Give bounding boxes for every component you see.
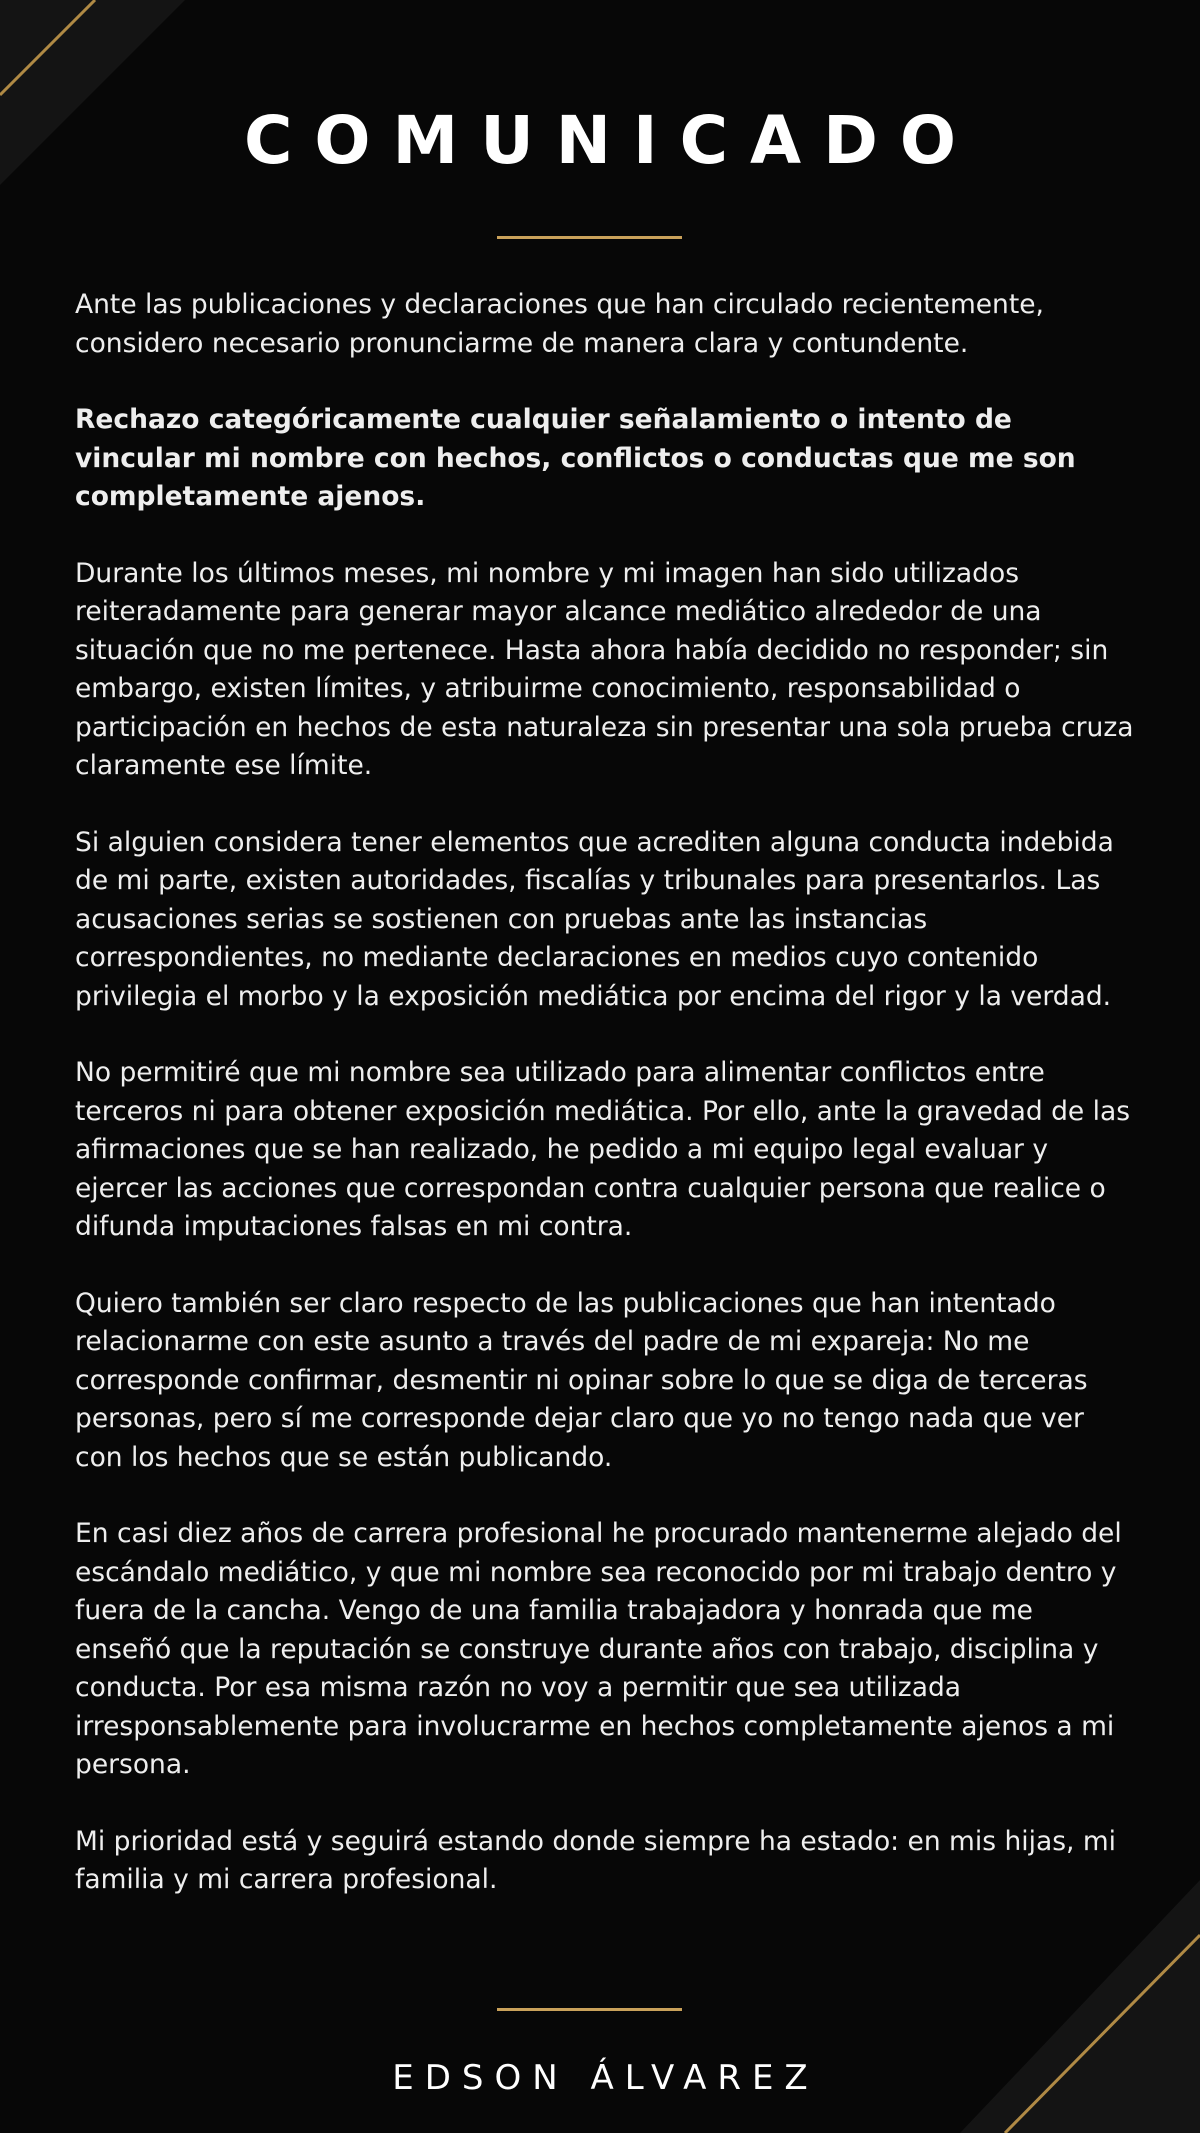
paragraph: Quiero también ser claro respecto de las publicaciones que han intentado relacionarme con este asunto a través del padre de mi expareja: No me corresponde confirmar, desmentir ni opinar sobre lo que se diga de terceras personas, pero sí me corresponde dejar claro que yo no tengo nada que ver con los hechos que se están publicando. bbox=[75, 1287, 1088, 1473]
signature-divider bbox=[497, 2008, 682, 2011]
page-title: COMUNICADO bbox=[243, 102, 978, 179]
top-left-gold-line bbox=[0, 0, 95, 95]
paragraph: No permitiré que mi nombre sea utilizado para alimentar conflictos entre terceros ni para obtener exposición mediática. Por ello, ante la gravedad de las afirmaciones que se han realizado, he pedido a mi equipo legal evaluar y ejercer las acciones que correspondan contra cualquier persona que realice o difunda imputaciones falsas en mi contra. bbox=[75, 1057, 1131, 1242]
paragraph: Si alguien considera tener elementos que acrediten alguna conducta indebida de mi parte, existen autoridades, fiscalías y tribunales para presentarlos. Las acusaciones serias se sostienen con pruebas ante las instancias correspondientes, no mediante declaraciones en medios cuyo contenido privilegia el morbo y la exposición mediática por encima del rigor y la verdad. bbox=[75, 826, 1114, 1012]
paragraph: Mi prioridad está y seguirá estando donde siempre ha estado: en mis hijas, mi familia y mi carrera profesional. bbox=[75, 1825, 1117, 1895]
signature: EDSON ÁLVAREZ bbox=[392, 2058, 819, 2098]
statement-body bbox=[75, 286, 1135, 1938]
paragraph-emphasis: Rechazo categóricamente cualquier señalamiento o intento de vincular mi nombre con hechos, conflictos o conductas que me son completamente ajenos. bbox=[75, 404, 1076, 512]
bottom-right-gold-line bbox=[1005, 1935, 1200, 2133]
paragraph: Ante las publicaciones y declaraciones que han circulado recientemente, considero necesario pronunciarme de manera clara y contundente. bbox=[75, 289, 1044, 359]
paragraph: En casi diez años de carrera profesional he procurado mantenerme alejado del escándalo mediático, y que mi nombre sea reconocido por mi trabajo dentro y fuera de la cancha. Vengo de una familia trabajadora y honrada que me enseñó que la reputación se construye durante años con trabajo, disciplina y conducta. Por esa misma razón no voy a permitir que sea utilizada irresponsablemente para involucrarme en hechos completamente ajenos a mi persona. bbox=[75, 1518, 1122, 1780]
paragraph: Durante los últimos meses, mi nombre y mi imagen han sido utilizados reiteradamente para generar mayor alcance mediático alrededor de una situación que no me pertenece. Hasta ahora había decidido no responder; sin embargo, existen límites, y atribuirme conocimiento, responsabilidad o participación en hechos de esta naturaleza sin presentar una sola prueba cruza claramente ese límite. bbox=[75, 557, 1134, 781]
title-divider bbox=[497, 236, 682, 239]
